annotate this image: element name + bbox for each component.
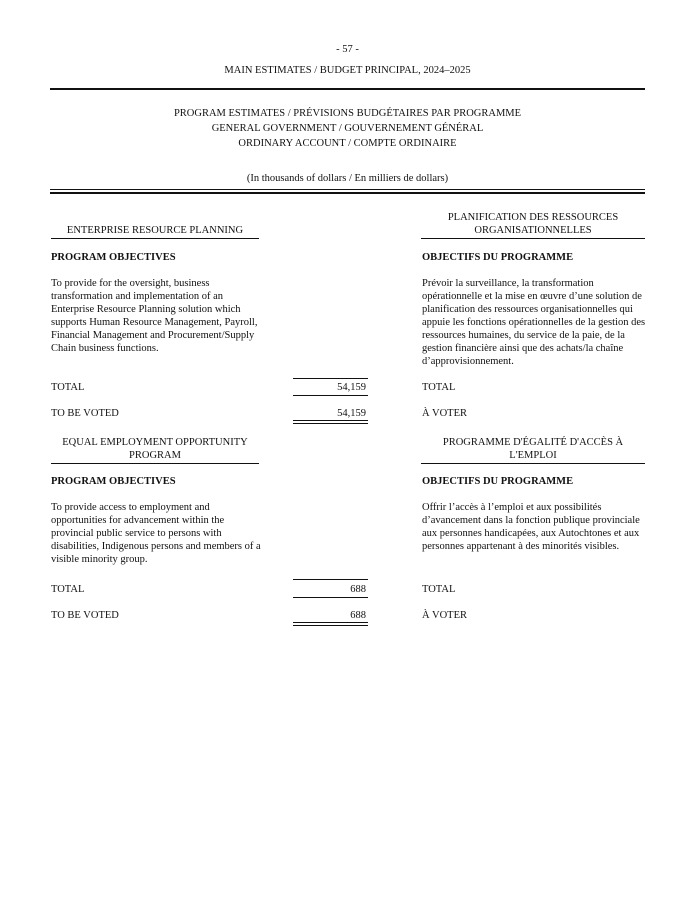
program2-objectives-heading-fr: OBJECTIFS DU PROGRAMME bbox=[422, 476, 574, 487]
program2-title-en-line2: PROGRAM bbox=[129, 450, 181, 461]
program2-total-top-rule bbox=[293, 579, 368, 580]
program1-total-value: 54,159 bbox=[337, 382, 366, 393]
program1-objectives-heading-en: PROGRAM OBJECTIVES bbox=[51, 252, 176, 263]
program2-title-fr bbox=[421, 436, 645, 464]
units-note: (In thousands of dollars / En milliers de dollars) bbox=[246, 173, 449, 184]
program2-total-label-fr: TOTAL bbox=[422, 584, 456, 595]
program1-total-label-fr: TOTAL bbox=[422, 382, 456, 393]
subheader-line2: GENERAL GOVERNMENT / GOUVERNEMENT GÉNÉRAL bbox=[211, 123, 484, 134]
program2-voted-label-en: TO BE VOTED bbox=[51, 610, 119, 621]
program2-total-bottom-rule bbox=[293, 597, 368, 598]
program2-voted-rule-1 bbox=[293, 622, 368, 623]
program1-description-fr: Prévoir la surveillance, la transformation opérationnelle et la mise en œuvre d’une solution de planification des ressources organisationnelles qui appuie les fonctions opérationnelles de la gestion des ressources humaines, du service de la paie, de la gestion financière ainsi que des achats/la chaîne d’approvisionnement. bbox=[422, 278, 646, 367]
program2-title-fr-line2: L'EMPLOI bbox=[509, 450, 557, 461]
program2-description-fr: Offrir l’accès à l’emploi et aux possibilités d’avancement dans la fonction publique provinciale aux personnes handicapées, aux Autochtones et aux personnes appartenant à des minorités visibles. bbox=[422, 502, 640, 552]
program1-title-fr bbox=[421, 211, 645, 239]
program2-title-en-line1: EQUAL EMPLOYMENT OPPORTUNITY bbox=[62, 437, 248, 448]
program1-title-en: ENTERPRISE RESOURCE PLANNING bbox=[51, 224, 259, 239]
program2-voted-rule-2 bbox=[293, 625, 368, 626]
document-title: MAIN ESTIMATES / BUDGET PRINCIPAL, 2024–2025 bbox=[224, 65, 471, 76]
program2-total-value: 688 bbox=[350, 584, 366, 595]
program2-title-en bbox=[51, 436, 259, 464]
subheader-line1: PROGRAM ESTIMATES / PRÉVISIONS BUDGÉTAIRES PAR PROGRAMME bbox=[173, 108, 522, 119]
units-rule-top bbox=[50, 189, 645, 190]
program2-title-fr-line1: PROGRAMME D'ÉGALITÉ D'ACCÈS À bbox=[442, 437, 624, 448]
program1-total-label-en: TOTAL bbox=[51, 382, 85, 393]
header-rule bbox=[50, 88, 645, 90]
program2-voted-label-fr: À VOTER bbox=[422, 610, 468, 621]
program2-description-en: To provide access to employment and opportunities for advancement within the provincial public service to persons with disabilities, Indigenous persons and members of a visible minority group. bbox=[51, 502, 261, 565]
program1-voted-label-fr: À VOTER bbox=[422, 408, 468, 419]
program2-objectives-heading-en: PROGRAM OBJECTIVES bbox=[51, 476, 176, 487]
program1-voted-rule-1 bbox=[293, 420, 368, 421]
program1-description-en: To provide for the oversight, business transformation and implementation of an Enterprise Resource Planning solution which supports Human Resource Management, Payroll, Financial Management and Procurement/Supply Chain business functions. bbox=[51, 278, 258, 354]
program1-objectives-heading-fr: OBJECTIFS DU PROGRAMME bbox=[422, 252, 574, 263]
program2-total-label-en: TOTAL bbox=[51, 584, 85, 595]
program1-total-bottom-rule bbox=[293, 395, 368, 396]
program1-voted-rule-2 bbox=[293, 423, 368, 424]
subheader-line3: ORDINARY ACCOUNT / COMPTE ORDINAIRE bbox=[238, 138, 457, 149]
units-rule-bottom bbox=[50, 192, 645, 194]
page-number: - 57 - bbox=[336, 44, 359, 55]
program1-voted-value: 54,159 bbox=[337, 408, 366, 419]
program2-voted-value: 688 bbox=[350, 610, 366, 621]
program1-title-fr-line2: ORGANISATIONNELLES bbox=[474, 225, 592, 236]
program1-total-top-rule bbox=[293, 378, 368, 379]
program1-voted-label-en: TO BE VOTED bbox=[51, 408, 119, 419]
program1-title-fr-line1: PLANIFICATION DES RESSOURCES bbox=[447, 212, 619, 223]
